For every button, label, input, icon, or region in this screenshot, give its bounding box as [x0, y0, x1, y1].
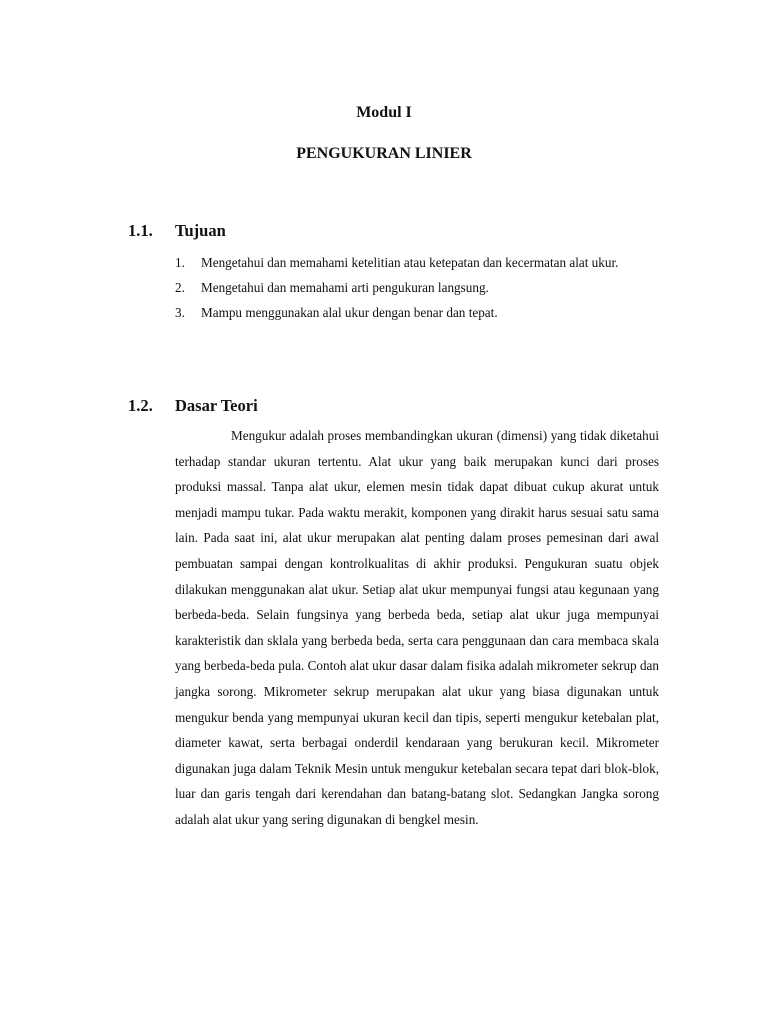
section-2-number: 1.2.: [128, 396, 153, 415]
section-1-number: 1.1.: [128, 221, 153, 240]
list-item: [175, 300, 659, 325]
objectives-list: [175, 250, 659, 325]
list-item-number: 3.: [175, 305, 185, 320]
document-title: PENGUKURAN LINIER: [296, 145, 472, 162]
section-1-heading: Tujuan: [175, 221, 226, 240]
list-item-number: 1.: [175, 255, 185, 270]
theory-paragraph: Mengukur adalah proses membandingkan ukuran (dimensi) yang tidak diketahui terhadap standar ukuran tertentu. Alat ukur yang baik merupakan kunci dari proses produksi massal. Tanpa alat ukur, elemen mesin tidak dapat dibuat cukup akurat untuk menjadi mampu tukar. Pada waktu merakit, komponen yang dirakit harus sesuai satu sama lain. Pada saat ini, alat ukur merupakan alat penting dalam proses pemesinan dari awal pembuatan sampai dengan kontrolkualitas di akhir produksi. Pengukuran suatu objek dilakukan menggunakan alat ukur. Setiap alat ukur mempunyai fungsi atau kegunaan yang berbeda-beda. Selain fungsinya yang berbeda beda, setiap alat ukur juga mempunyai karakteristik dan sklala yang berbeda beda, serta cara penggunaan dan cara membaca skala yang berbeda-beda pula. Contoh alat ukur dasar dalam fisika adalah mikrometer sekrup dan jangka sorong. Mikrometer sekrup merupakan alat ukur yang biasa digunakan untuk mengukur benda yang mempunyai ukuran kecil dan tipis, seperti mengukur ketebalan plat, diameter kawat, serta berbagai onderdil kendaraan yang berukuran kecil. Mikrometer digunakan juga dalam Teknik Mesin untuk mengukur ketebalan secara tepat dari blok-blok, luar dan garis tengah dari kerendahan dan batang-batang slot. Sedangkan Jangka sorong adalah alat ukur yang sering digunakan di bengkel mesin.: [175, 428, 659, 827]
list-item: [175, 275, 659, 300]
list-item-text: Mampu menggunakan alal ukur dengan benar dan tepat.: [201, 305, 498, 320]
module-title: Modul I: [356, 104, 412, 121]
list-item-text: Mengetahui dan memahami ketelitian atau ketepatan dan kecermatan alat ukur.: [201, 255, 619, 270]
list-item-number: 2.: [175, 280, 185, 295]
section-2-heading: Dasar Teori: [175, 396, 258, 415]
list-item: [175, 250, 659, 275]
list-item-text: Mengetahui dan memahami arti pengukuran langsung.: [201, 280, 489, 295]
